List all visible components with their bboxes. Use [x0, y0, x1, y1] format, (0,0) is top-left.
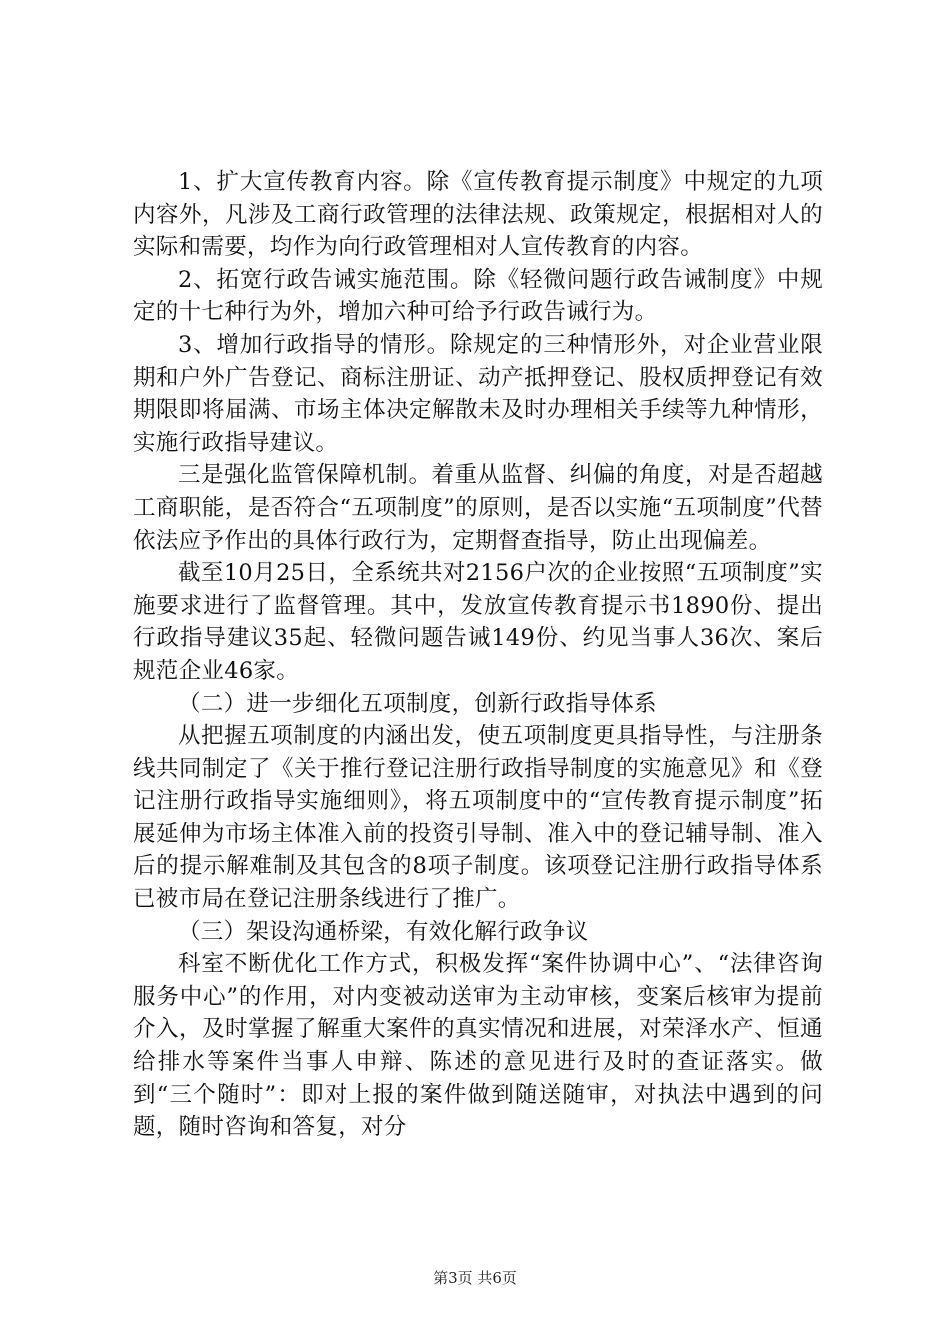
- page-footer: 第3页 共6页: [433, 1269, 517, 1287]
- paragraph-widen-admonition: 2、拓宽行政告诫实施范围。除《轻微问题行政告诫制度》中规定的十七种行为外，增加六种可给予行政告诫行为。: [133, 266, 823, 326]
- paragraph-guidance-system: 从把握五项制度的内涵出发，使五项制度更具指导性，与注册条线共同制定了《关于推行登记注册行政指导制度的实施意见》和《登记注册行政指导实施细则》，将五项制度中的“宣传教育提示制度”拓展延伸为市场主体准入前的投资引导制、准入中的登记辅导制、准入后的提示解难制及其包含的8项子制度。该项登记注册行政指导体系已被市局在登记注册条线进行了推广。: [133, 723, 823, 913]
- paragraph-expand-publicity: 1、扩大宣传教育内容。除《宣传教育提示制度》中规定的九项内容外，凡涉及工商行政管理的法律法规、政策规定，根据相对人的实际和需要，均作为向行政管理相对人宣传教育的内容。: [133, 169, 823, 261]
- document-body: [133, 166, 823, 1144]
- section-heading-2: （二）进一步细化五项制度，创新行政指导体系: [178, 690, 657, 717]
- paragraph-add-guidance-cases: 3、增加行政指导的情形。除规定的三种情形外，对企业营业限期和户外广告登记、商标注册证、动产抵押登记、股权质押登记有效期限即将届满、市场主体决定解散未及时办理相关手续等九种情形，实施行政指导建议。: [133, 331, 823, 456]
- section-heading-3: （三）架设沟通桥梁，有效化解行政争议: [178, 918, 589, 945]
- paragraph-communication-bridge: 科室不断优化工作方式，积极发挥“案件协调中心”、“法律咨询服务中心”的作用，对内变被动送审为主动审核，变案后核审为提前介入，及时掌握了解重大案件的真实情况和进展，对荣泽水产、恒通给排水等案件当事人申辩、陈述的意见进行及时的查证落实。做到“三个随时”：即对上报的案件做到随送随审，对执法中遇到的问题，随时咨询和答复，对分: [133, 951, 823, 1141]
- paragraph-supervision-mechanism: 三是强化监管保障机制。着重从监督、纠偏的角度，对是否超越工商职能，是否符合“五项制度”的原则，是否以实施“五项制度”代替依法应予作出的具体行政行为，定期督查指导，防止出现偏差。: [133, 462, 823, 554]
- paragraph-statistics: 截至10月25日，全系统共对2156户次的企业按照“五项制度”实施要求进行了监督管理。其中，发放宣传教育提示书1890份、提出行政指导建议35起、轻微问题告诫149份、约见当事人36次、案后规范企业46家。: [133, 560, 823, 684]
